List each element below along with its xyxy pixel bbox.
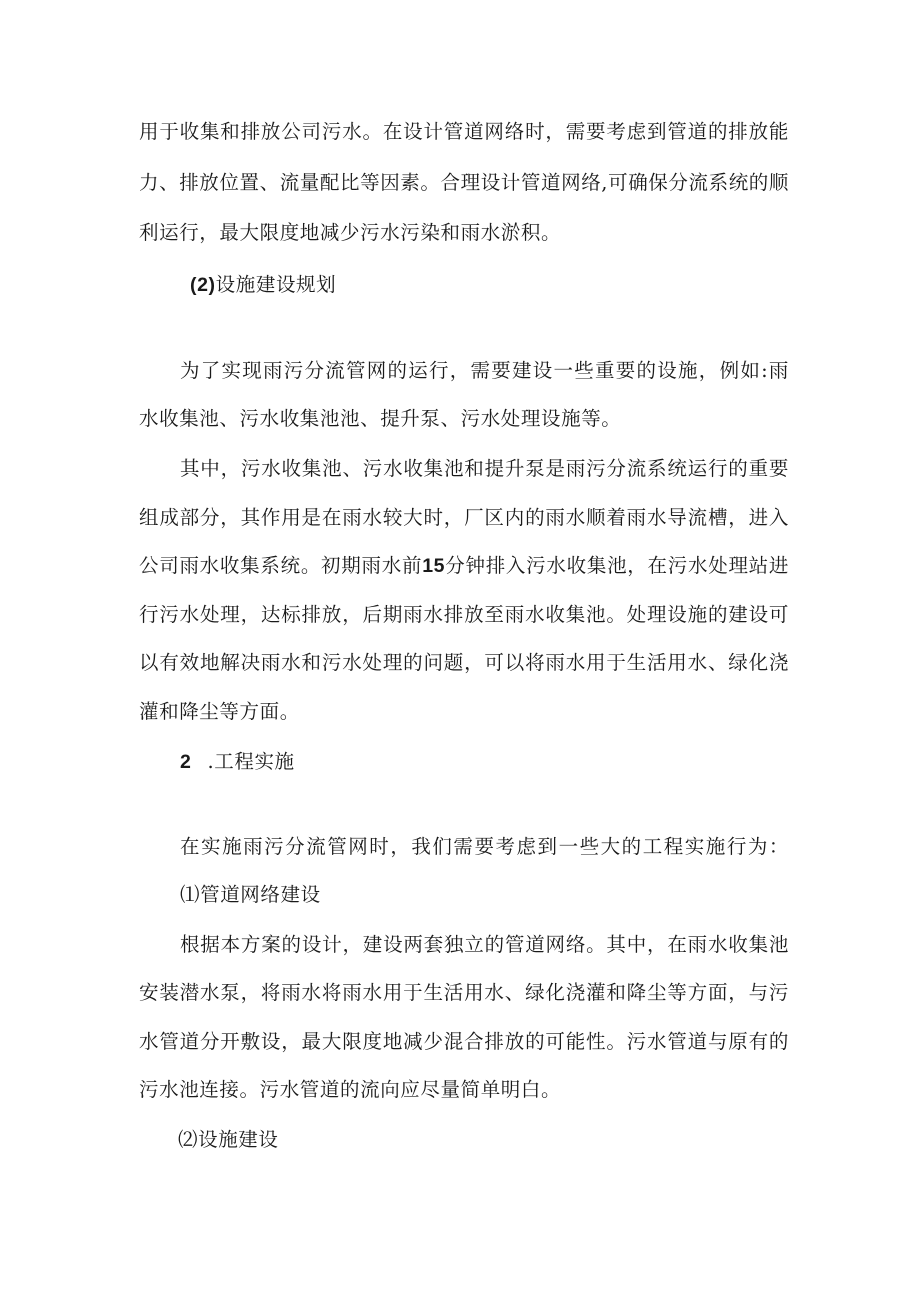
paragraph-line: 灌和降尘等方面。 (139, 700, 300, 723)
section-heading (180, 749, 480, 775)
paragraph-line: 水收集池、污水收集池池、提升泵、污水处理设施等。 (139, 407, 622, 430)
heading-text: .工程实施 (207, 750, 295, 773)
paragraph-line: 污水池连接。污水管道的流向应尽量简单明白。 (139, 1078, 562, 1101)
paragraph-line: 用于收集和排放公司污水。在设计管道网络时，需要考虑到管道的排放能 (139, 120, 789, 143)
paragraph-line: 在实施雨污分流管网时，我们需要考虑到一些大的工程实施行为： (180, 835, 789, 858)
line-text: 分钟排入污水收集池，在污水处理站进 (445, 554, 790, 577)
paragraph-line: 行污水处理，达标排放，后期雨水排放至雨水收集池。处理设施的建设可 (139, 603, 789, 626)
line-text: 公司雨水收集系统。初期雨水前 (139, 554, 423, 577)
paragraph-line: 根据本方案的设计，建设两套独立的管道网络。其中，在雨水收集池 (180, 933, 789, 956)
paragraph-line: 为了实现雨污分流管网的运行，需要建设一些重要的设施，例如:雨 (180, 359, 789, 382)
paragraph-line: 水管道分开敷设，最大限度地减少混合排放的可能性。污水管道与原有的 (139, 1030, 789, 1053)
heading-number: (2) (190, 274, 216, 296)
section-heading: ⑵设施建设 (178, 1128, 279, 1151)
paragraph-line: 安装潜水泵，将雨水将雨水用于生活用水、绿化浇灌和降尘等方面，与污 (139, 981, 789, 1004)
paragraph-line: 力、排放位置、流量配比等因素。合理设计管道网络,可确保分流系统的顺 (139, 171, 789, 194)
paragraph-line: 利运行，最大限度地减少污水污染和雨水淤积。 (139, 221, 562, 244)
section-heading: ⑴管道网络建设 (180, 883, 321, 906)
line-number: 15 (422, 555, 446, 577)
heading-number: 2 (180, 751, 192, 773)
paragraph-line: 其中，污水收集池、污水收集池和提升泵是雨污分流系统运行的重要 (180, 457, 789, 480)
section-heading (190, 272, 490, 298)
paragraph-line: 组成部分，其作用是在雨水较大时，厂区内的雨水顺着雨水导流槽，进入 (139, 506, 789, 529)
paragraph-line (139, 553, 789, 579)
heading-text: 设施建设规划 (215, 273, 337, 296)
paragraph-line: 以有效地解决雨水和污水处理的问题，可以将雨水用于生活用水、绿化浇 (139, 651, 789, 674)
